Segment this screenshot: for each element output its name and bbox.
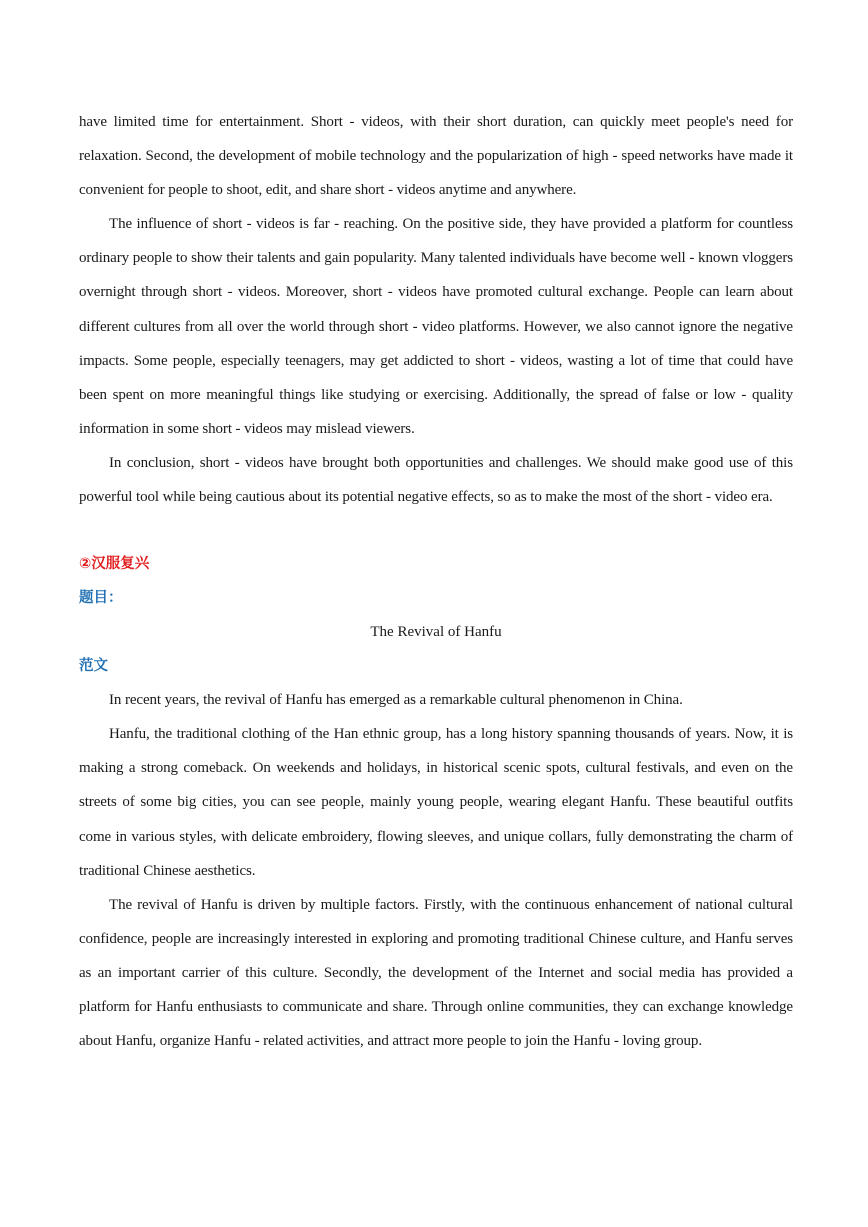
topic-label: 题目： bbox=[79, 590, 123, 607]
essay1-paragraph-2: The influence of short - videos is far - reaching. On the positive side, they have provided a platform for countless ordinary people to show their talents and gain popularity. Many talented individuals have become well - known vloggers overnight through short - videos. Moreover, short - videos have promoted cultural exchange. People can learn about different cultures from all over the world through short - video platforms. However, we also cannot ignore the negative impacts. Some people, especially teenagers, may get addicted to short - videos, wasting a lot of time that could have been spent on more meaningful things like studying or exercising. Additionally, the spread of false or low - quality information in some short - videos may mislead viewers. bbox=[79, 216, 793, 437]
essay2-paragraph-2: Hanfu, the traditional clothing of the Han ethnic group, has a long history spanning thousands of years. Now, it is making a strong comeback. On weekends and holidays, in historical scenic spots, cultural festivals, and even on the streets of some big cities, you can see people, mainly young people, wearing elegant Hanfu. These beautiful outfits come in various styles, with delicate embroidery, flowing sleeves, and unique collars, fully demonstrating the charm of traditional Chinese aesthetics. bbox=[79, 726, 793, 879]
essay2-paragraph-3: The revival of Hanfu is driven by multiple factors. Firstly, with the continuous enhancement of national cultural confidence, people are increasingly interested in exploring and promoting traditional Chinese culture, and Hanfu serves as an important carrier of this culture. Secondly, the development of the Internet and social media has provided a platform for Hanfu enthusiasts to communicate and share. Through online communities, they can exchange knowledge about Hanfu, organize Hanfu - related activities, and attract more people to join the Hanfu - loving group. bbox=[79, 896, 793, 1050]
essay1-paragraph-1-continued: have limited time for entertainment. Short - videos, with their short duration, can quickly meet people's need for relaxation. Second, the development of mobile technology and the popularization of high - speed networks have made it convenient for people to shoot, edit, and share short - videos anytime and anywhere. bbox=[79, 114, 793, 199]
section2-heading: ②汉服复兴 bbox=[79, 556, 150, 573]
sample-essay-label: 范文 bbox=[79, 658, 108, 675]
essay2-paragraph-1: In recent years, the revival of Hanfu has emerged as a remarkable cultural phenomenon in China. bbox=[109, 692, 683, 709]
section-spacer bbox=[79, 514, 793, 547]
essay-title: The Revival of Hanfu bbox=[370, 624, 502, 641]
essay1-paragraph-3: In conclusion, short - videos have brought both opportunities and challenges. We should make good use of this powerful tool while being cautious about its potential negative effects, so as to make the most of the short - video era. bbox=[79, 454, 793, 506]
document-body bbox=[79, 105, 793, 1058]
